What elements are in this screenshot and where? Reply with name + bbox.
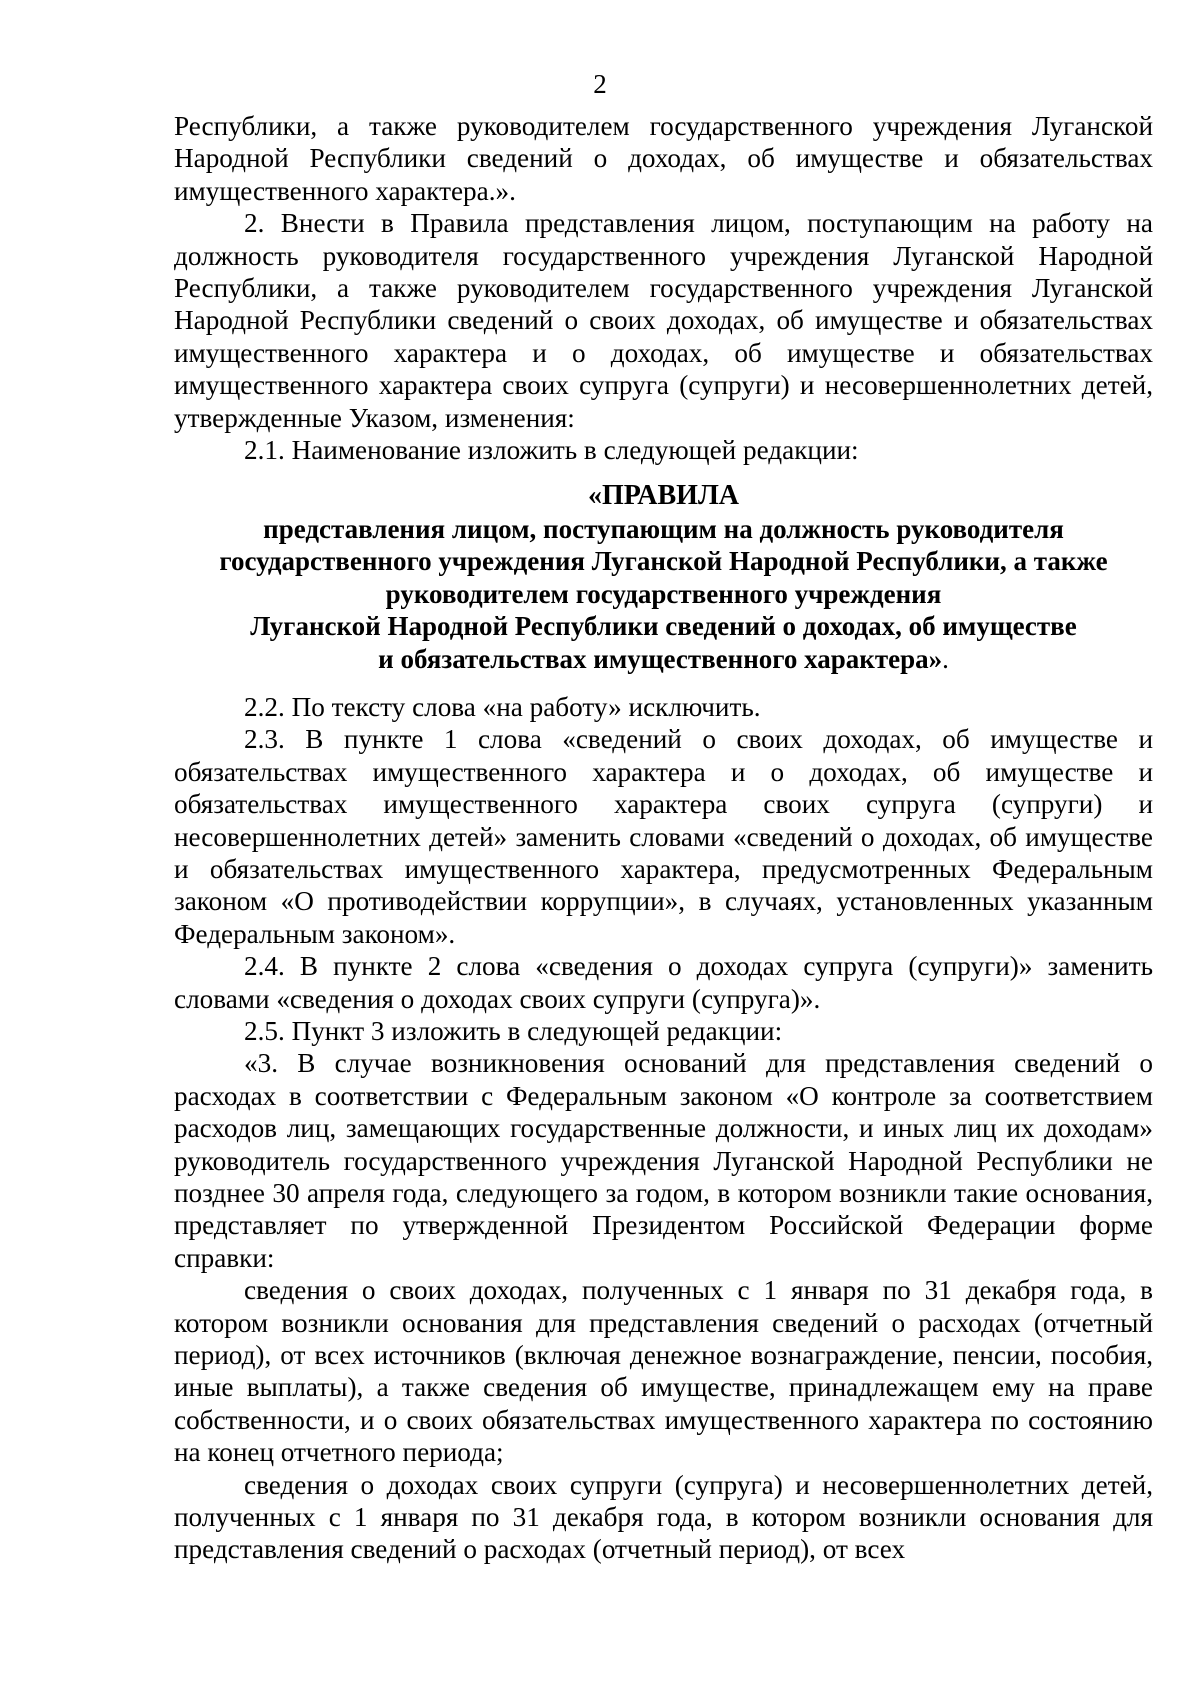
paragraph-item-2: 2. Внести в Правила представления лицом, поступающим на работу на должность руководителя государственного учреждения Луганской Народной Республики, а также руководителем государственного учреждения Луганской Народной Республики сведений о своих доходах, об имуществе и обязательствах имущественного характера и о доходах, об имуществе и обязательствах имущественного характера своих супруга (супруги) и несовершеннолетних детей, утвержденные Указом, изменения:	[174, 208, 1153, 433]
title-line: руководителем государственного учреждения	[385, 578, 942, 609]
title-last-text: и обязательствах имущественного характера»	[378, 643, 943, 674]
title-line: представления лицом, поступающим на должность руководителя	[263, 513, 1064, 544]
paragraph-item-2-2: 2.2. По тексту слова «на работу» исключить.	[244, 691, 761, 722]
paragraph-item-2-4: 2.4. В пункте 2 слова «сведения о доходах супруга (супруги)» заменить словами «сведения о доходах своих супруги (супруга)».	[174, 951, 1153, 1014]
page-number: 2	[593, 69, 607, 99]
paragraph-item-2-5: 2.5. Пункт 3 изложить в следующей редакции:	[244, 1015, 783, 1046]
paragraph-own-income: сведения о своих доходах, полученных с 1 января по 31 декабря года, в котором возникли основания для представления сведений о расходах (отчетный период), от всех источников (включая денежное вознаграждение, пенсии, пособия, иные выплаты), а также сведения об имуществе, принадлежащем ему на праве собственности, и о своих обязательствах имущественного характера по состоянию на конец отчетного периода;	[174, 1275, 1153, 1468]
paragraph-continuation: Республики, а также руководителем государственного учреждения Луганской Народной Республики сведений о доходах, об имуществе и обязательствах имущественного характера.».	[174, 111, 1153, 206]
paragraph-item-2-3: 2.3. В пункте 1 слова «сведений о своих доходах, об имуществе и обязательствах имущественного характера и о доходах, об имуществе и обязательствах имущественного характера своих супруга (супруги) и несовершеннолетних детей» заменить словами «сведений о доходах, об имуществе и обязательствах имущественного характера, предусмотренных Федеральным законом «О противодействии коррупции», в случаях, установленных указанным Федеральным законом».	[174, 724, 1153, 949]
document-body	[174, 110, 1153, 1566]
rules-title-block	[174, 480, 1153, 674]
paragraph-family-income: сведения о доходах своих супруги (супруга) и несовершеннолетних детей, полученных с 1 января по 31 декабря года, в котором возникли основания для представления сведений о расходах (отчетный период), от всех	[174, 1469, 1153, 1565]
title-line: Луганской Народной Республики сведений о доходах, об имуществе	[250, 611, 1077, 642]
paragraph-item-3: «3. В случае возникновения оснований для представления сведений о расходах в соответствии с Федеральным законом «О контроле за соответствием расходов лиц, замещающих государственные должности, и иных лиц их доходам» руководитель государственного учреждения Луганской Народной Республики не позднее 30 апреля года, следующего за годом, в котором возникли такие основания, представляет по утвержденной Президентом Российской Федерации форме справки:	[174, 1048, 1153, 1273]
title-line-last	[174, 643, 1153, 675]
title-line: государственного учреждения Луганской Народной Республики, а также	[219, 546, 1108, 577]
paragraphs-before-title	[174, 110, 1153, 466]
rules-heading: «ПРАВИЛА	[587, 480, 740, 512]
title-closing-mark: .	[942, 643, 949, 674]
paragraphs-after-title	[174, 691, 1153, 1566]
paragraph-item-2-1: 2.1. Наименование изложить в следующей редакции:	[244, 435, 859, 466]
